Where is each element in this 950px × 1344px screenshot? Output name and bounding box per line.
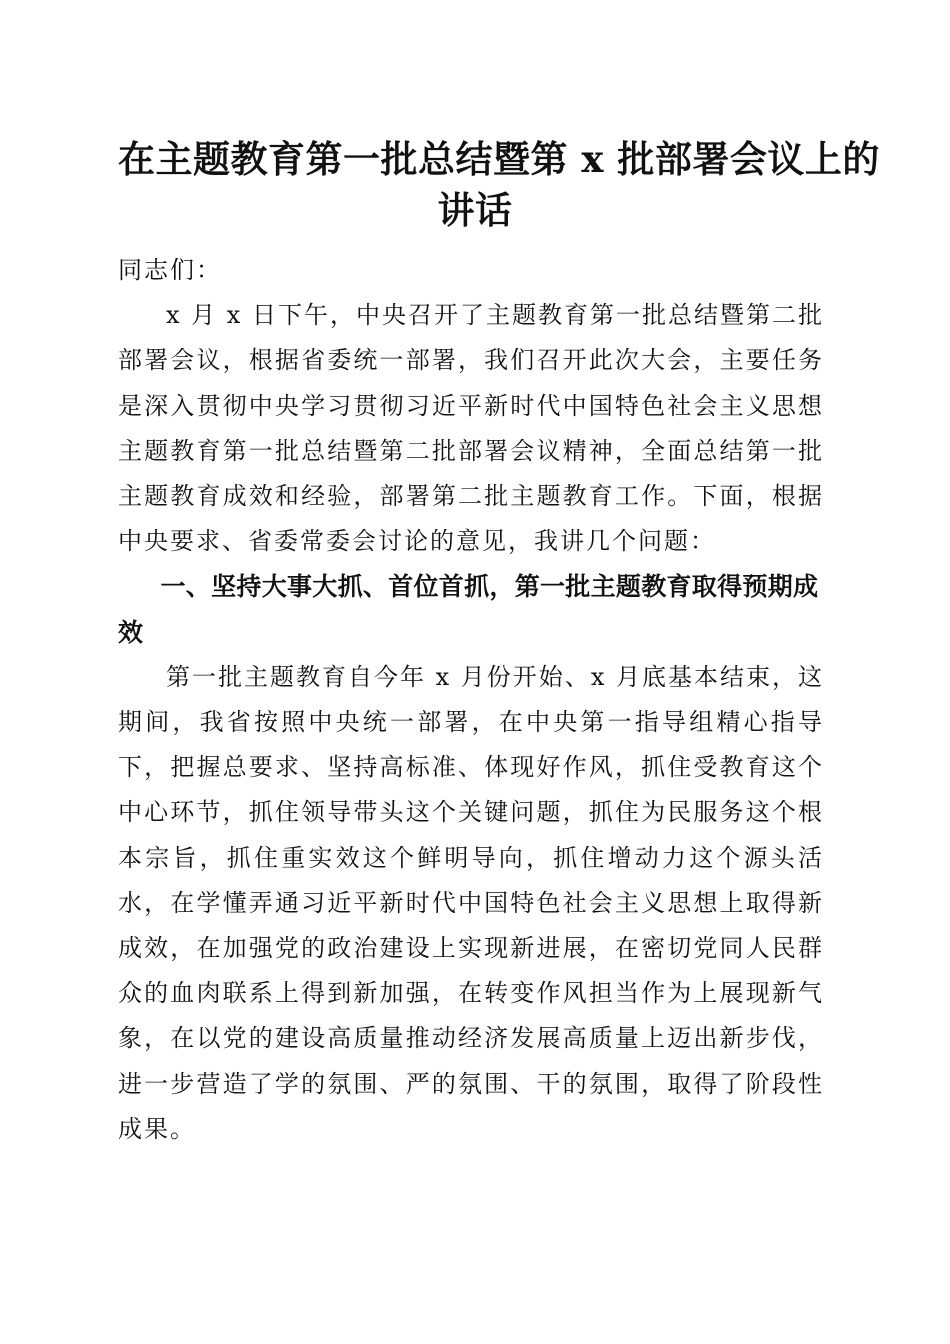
title-line-2: 讲话 (437, 188, 513, 232)
salutation: 同志们： (118, 256, 222, 284)
speech-title (118, 134, 880, 236)
section-1-heading: 一、坚持大事大抓、首位首抓，第一批主题教育取得预期成效 (118, 572, 819, 647)
section-1-paragraph: 第一批主题教育自今年 x 月份开始、x 月底基本结束，这期间，我省按照中央统一部署，在中央第一指导组精心指导下，把握总要求、坚持高标准、体现好作风，抓住受教育这个中心环节，抓住领导带头这个关键问题，抓住为民服务这个根本宗旨，抓住重实效这个鲜明导向，抓住增动力这个源头活水，在学懂弄通习近平新时代中国特色社会主义思想上取得新成效，在加强党的政治建设上实现新进展，在密切党同人民群众的血肉联系上得到新加强，在转变作风担当作为上展现新气象，在以党的建设高质量推动经济发展高质量上迈出新步伐，进一步营造了学的氛围、严的氛围、干的氛围，取得了阶段性成果。 (118, 662, 824, 1143)
title-line-1: 在主题教育第一批总结暨第 x 批部署会议上的 (118, 137, 880, 181)
intro-paragraph: x 月 x 日下午，中央召开了主题教育第一批总结暨第二批部署会议，根据省委统一部署，我们召开此次大会，主要任务是深入贯彻中央学习贯彻习近平新时代中国特色社会主义思想主题教育第一批总结暨第二批部署会议精神，全面总结第一批主题教育成效和经验，部署第二批主题教育工作。下面，根据中央要求、省委常委会讨论的意见，我讲几个问题： (118, 301, 824, 556)
speech-body (118, 248, 824, 1152)
